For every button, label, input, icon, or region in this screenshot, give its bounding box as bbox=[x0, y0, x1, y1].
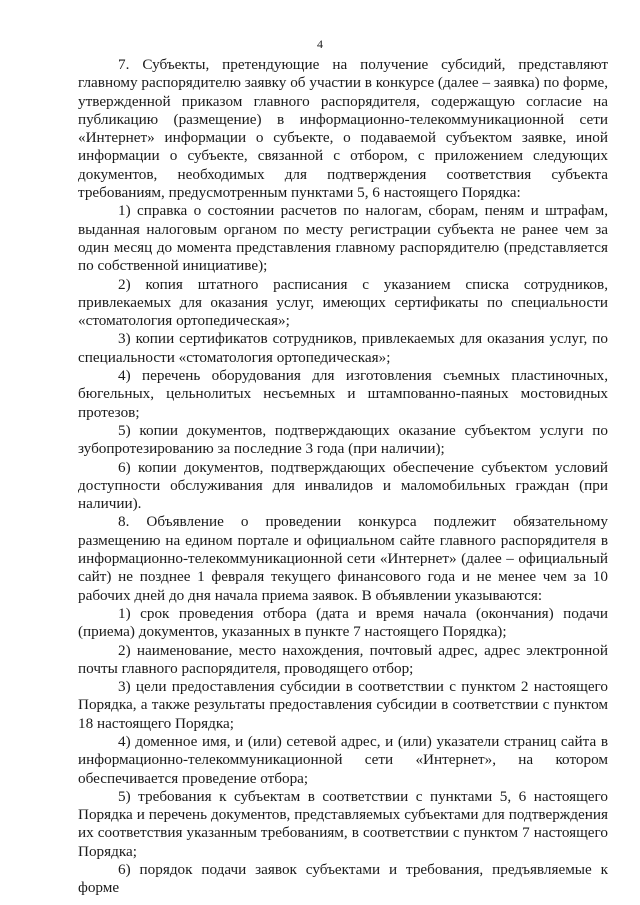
list-item-7-1: 1) справка о состоянии расчетов по налогам, сборам, пеням и штрафам, выданная налоговым органом по месту регистрации субъекта не ранее чем за один месяц до момента представления главному распорядителю (представляется по собственной инициативе); bbox=[78, 202, 608, 275]
list-item-8-1: 1) срок проведения отбора (дата и время начала (окончания) подачи (приема) документов, указанных в пункте 7 настоящего Порядка); bbox=[78, 604, 608, 641]
document-body bbox=[78, 56, 608, 898]
list-item-7-6: 6) копии документов, подтверждающих обеспечение субъектом условий доступности обслуживания для инвалидов и маломобильных граждан (при наличии). bbox=[78, 458, 608, 513]
list-item-7-2: 2) копия штатного расписания с указанием списка сотрудников, привлекаемых для оказания услуг, имеющих сертификаты по специальности «стоматология ортопедическая»; bbox=[78, 275, 608, 330]
list-item-7-4: 4) перечень оборудования для изготовления съемных пластиночных, бюгельных, цельнолитых несъемных и штампованно-паяных мостовидных протезов; bbox=[78, 367, 608, 421]
list-item-8-4: 4) доменное имя, и (или) сетевой адрес, и (или) указатели страниц сайта в информационно-телекоммуникационной сети «Интернет», на котором обеспечивается проведение отбора; bbox=[78, 732, 608, 787]
list-item-8-2: 2) наименование, место нахождения, почтовый адрес, адрес электронной почты главного распорядителя, проводящего отбор; bbox=[78, 641, 608, 677]
paragraph-7: 7. Субъекты, претендующие на получение субсидий, представляют главному распорядителю заявку об участии в конкурсе (далее – заявка) по форме, утвержденной приказом главного распорядителя, содержащую согласие на публикацию (размещение) в информационно-телекоммуникационной сети «Интернет» информации о субъекте, о подаваемой субъектом заявке, иной информации о субъекте, связанной с отбором, с приложением следующих документов, необходимых для подтверждения соответствия субъекта требованиям, предусмотренным пунктами 5, 6 настоящего Порядка: bbox=[78, 56, 608, 202]
list-item-8-6: 6) порядок подачи заявок субъектами и требования, предъявляемые к форме bbox=[78, 861, 608, 897]
list-item-8-3: 3) цели предоставления субсидии в соответствии с пунктом 2 настоящего Порядка, а также результаты предоставления субсидии в соответствии с пунктом 18 настоящего Порядка; bbox=[78, 678, 608, 732]
page-number: 4 bbox=[317, 37, 323, 51]
paragraph-8: 8. Объявление о проведении конкурса подлежит обязательному размещению на едином портале и официальном сайте главного распорядителя в информационно-телекоммуникационной сети «Интернет» (далее – официальный сайт) не позднее 1 февраля текущего финансового года и не менее чем за 10 рабочих дней до дня начала приема заявок. В объявлении указываются: bbox=[78, 513, 608, 604]
list-item-7-3: 3) копии сертификатов сотрудников, привлекаемых для оказания услуг, по специальности «стоматология ортопедическая»; bbox=[78, 330, 608, 366]
list-item-7-5: 5) копии документов, подтверждающих оказание субъектом услуги по зубопротезированию за последние 3 года (при наличии); bbox=[78, 421, 608, 458]
list-item-8-5: 5) требования к субъектам в соответствии с пунктами 5, 6 настоящего Порядка и перечень документов, представляемых субъектами для подтверждения их соответствия указанным требованиям, в соответствии с пунктом 7 настоящего Порядка; bbox=[78, 787, 608, 860]
